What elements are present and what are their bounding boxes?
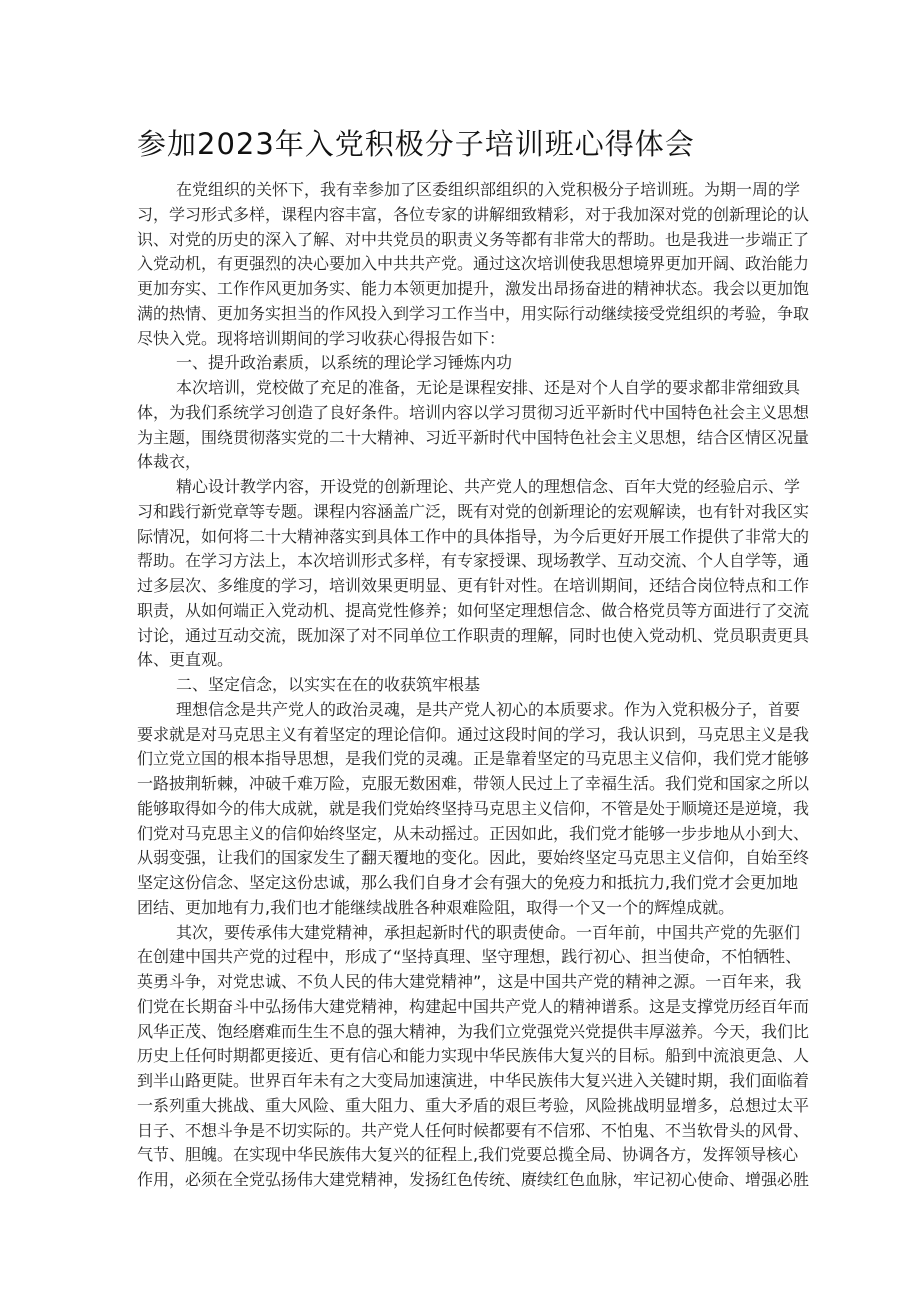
paragraph [137,376,810,475]
text-line: 识、对党的历史的深入了解、对中共党员的职责义务等都有非常大的帮助。也是我进一步端正了 [137,229,810,249]
text-line: 精心设计教学内容，开设党的创新理论、共产党人的理想信念、百年大党的经验启示、学 [176,477,801,496]
text-line: 在党组织的关怀下，我有幸参加了区委组织部组织的入党积极分子培训班。为期一周的学 [176,180,801,199]
paragraph [137,698,810,921]
text-line: 历史上任何时期都更接近、更有信心和能力实现中华民族伟大复兴的目标。船到中流浪更急、人 [137,1046,810,1066]
text-line: 习，学习形式多样，课程内容丰富，各位专家的讲解细致精彩，对于我加深对党的创新理论的认 [137,204,810,224]
text-line: 入党动机，有更强烈的决心要加入中共共产党。通过这次培训使我思想境界更加开阔、政治能力 [137,254,810,274]
text-line: 体、更直观。 [137,650,234,670]
paragraph [137,921,810,1193]
paragraph [137,178,810,351]
text-line: 体裁衣， [137,452,202,472]
text-line: 习和践行新党章等专题。课程内容涵盖广泛，既有对党的创新理论的宏观解读，也有针对我区实 [137,501,810,521]
section-heading [137,351,788,376]
text-line: 们党在长期奋斗中弘扬伟大建党精神，构建起中国共产党人的精神谱系。这是支撑党历经百年而 [137,996,810,1016]
text-line: 作用，必须在全党弘扬伟大建党精神，发扬红色传统、赓续红色血脉，牢记初心使命、增强必胜 [137,1170,810,1189]
text-line: 帮助。在学习方法上，本次培训形式多样，有专家授课、现场教学、互动交流、个人自学等，通 [137,551,810,571]
text-line: 到半山路更陡。世界百年未有之大变局加速演进，中华民族伟大复兴进入关键时期，我们面临着 [137,1071,810,1090]
text-line: 坚定这份信念、坚定这份忠诚，那么我们自身才会有强大的免疫力和抵抗力,我们党才会更加地 [137,873,799,892]
text-line: 为主题，围绕贯彻落实党的二十大精神、习近平新时代中国特色社会主义思想，结合区情区况量 [137,427,810,447]
text-line: 职责，从如何端正入党动机、提高党性修养；如何坚定理想信念、做合格党员等方面进行了交流 [137,600,810,620]
text-line: 满的热情、更加务实担当的作风投入到学习工作当中，用实际行动继续接受党组织的考验，争取 [137,303,810,323]
text-line: 们党对马克思主义的信仰始终坚定，从未动摇过。正因如此，我们党才能够一步步地从小到大、 [137,823,810,843]
document-page [137,124,810,1193]
text-line: 过多层次、多维度的学习，培训效果更明显、更有针对性。在培训期间，还结合岗位特点和工作 [137,576,810,595]
text-line: 本次培训，党校做了充足的准备，无论是课程安排、还是对个人自学的要求都非常细致具 [176,378,801,397]
text-line: 英勇斗争，对党忠诚、不负人民的伟大建党精神”，这是中国共产党的精神之源。一百年来，我 [137,972,802,991]
text-line: 际情况，如何将二十大精神落实到具体工作中的具体指导，为今后更好开展工作提供了非常大的 [137,526,810,546]
text-line: 一路披荆斩棘，冲破千难万险，克服无数困难，带领人民过上了幸福生活。我们党和国家之所以 [137,774,810,793]
text-line: 更加夯实、工作作风更加务实、能力本领更加提升，激发出昂扬奋进的精神状态。我会以更加饱 [137,279,810,298]
text-line: 能够取得如今的伟大成就，就是我们党始终坚持马克思主义信仰，不管是处于顺境还是逆境，我 [137,798,810,818]
text-line: 们立党立国的根本指导思想，是我们党的灵魂。正是靠着坚定的马克思主义信仰，我们党才能够 [137,749,810,769]
document-title: 参加2023年入党积极分子培训班心得体会 [137,127,695,161]
text-line: 团结、更加地有力,我们也才能继续战胜各种艰难险阻，取得一个又一个的辉煌成就。 [137,897,735,917]
text-line: 日子、不想斗争是不切实际的。共产党人任何时候都要有不信邪、不怕鬼、不当软骨头的风骨、 [137,1120,810,1140]
text-line: 风华正茂、饱经磨难而生生不息的强大精神，为我们立党强党兴党提供丰厚滋养。今天，我们比 [137,1021,810,1041]
text-line: 一、提升政治素质，以系统的理论学习锤炼内功 [176,353,513,373]
document-body [137,178,810,1193]
text-line: 讨论，通过互动交流，既加深了对不同单位工作职责的理解，同时也使入党动机、党员职责更具 [137,625,810,645]
text-line: 尽快入党。现将培训期间的学习收获心得报告如下： [137,328,506,348]
text-line: 一系列重大挑战、重大风险、重大阻力、重大矛盾的艰巨考验，风险挑战明显增多，总想过太平 [137,1095,810,1115]
text-line: 从弱变强，让我们的国家发生了翻天覆地的变化。因此，要始终坚定马克思主义信仰，自始至终 [137,848,810,868]
text-line: 理想信念是共产党人的政治灵魂，是共产党人初心的本质要求。作为入党积极分子，首要 [176,699,801,719]
text-line: 气节、胆魄。在实现中华民族伟大复兴的征程上,我们党要总揽全局、协调各方，发挥领导核心 [137,1145,799,1165]
section-heading [137,673,788,698]
text-line: 其次，要传承伟大建党精神，承担起新时代的职责使命。一百年前，中国共产党的先驱们 [176,922,801,942]
text-line: 体，为我们系统学习创造了良好条件。培训内容以学习贯彻习近平新时代中国特色社会主义思想 [137,402,810,422]
text-line: 在创建中国共产党的过程中，形成了“坚持真理、坚守理想，践行初心、担当使命，不怕牺牲、 [137,947,802,967]
text-line: 二、坚定信念，以实实在在的收获筑牢根基 [176,675,481,694]
paragraph [137,475,810,673]
text-line: 要求就是对马克思主义有着坚定的理论信仰。通过这段时间的学习，我认识到，马克思主义是我 [137,724,810,744]
